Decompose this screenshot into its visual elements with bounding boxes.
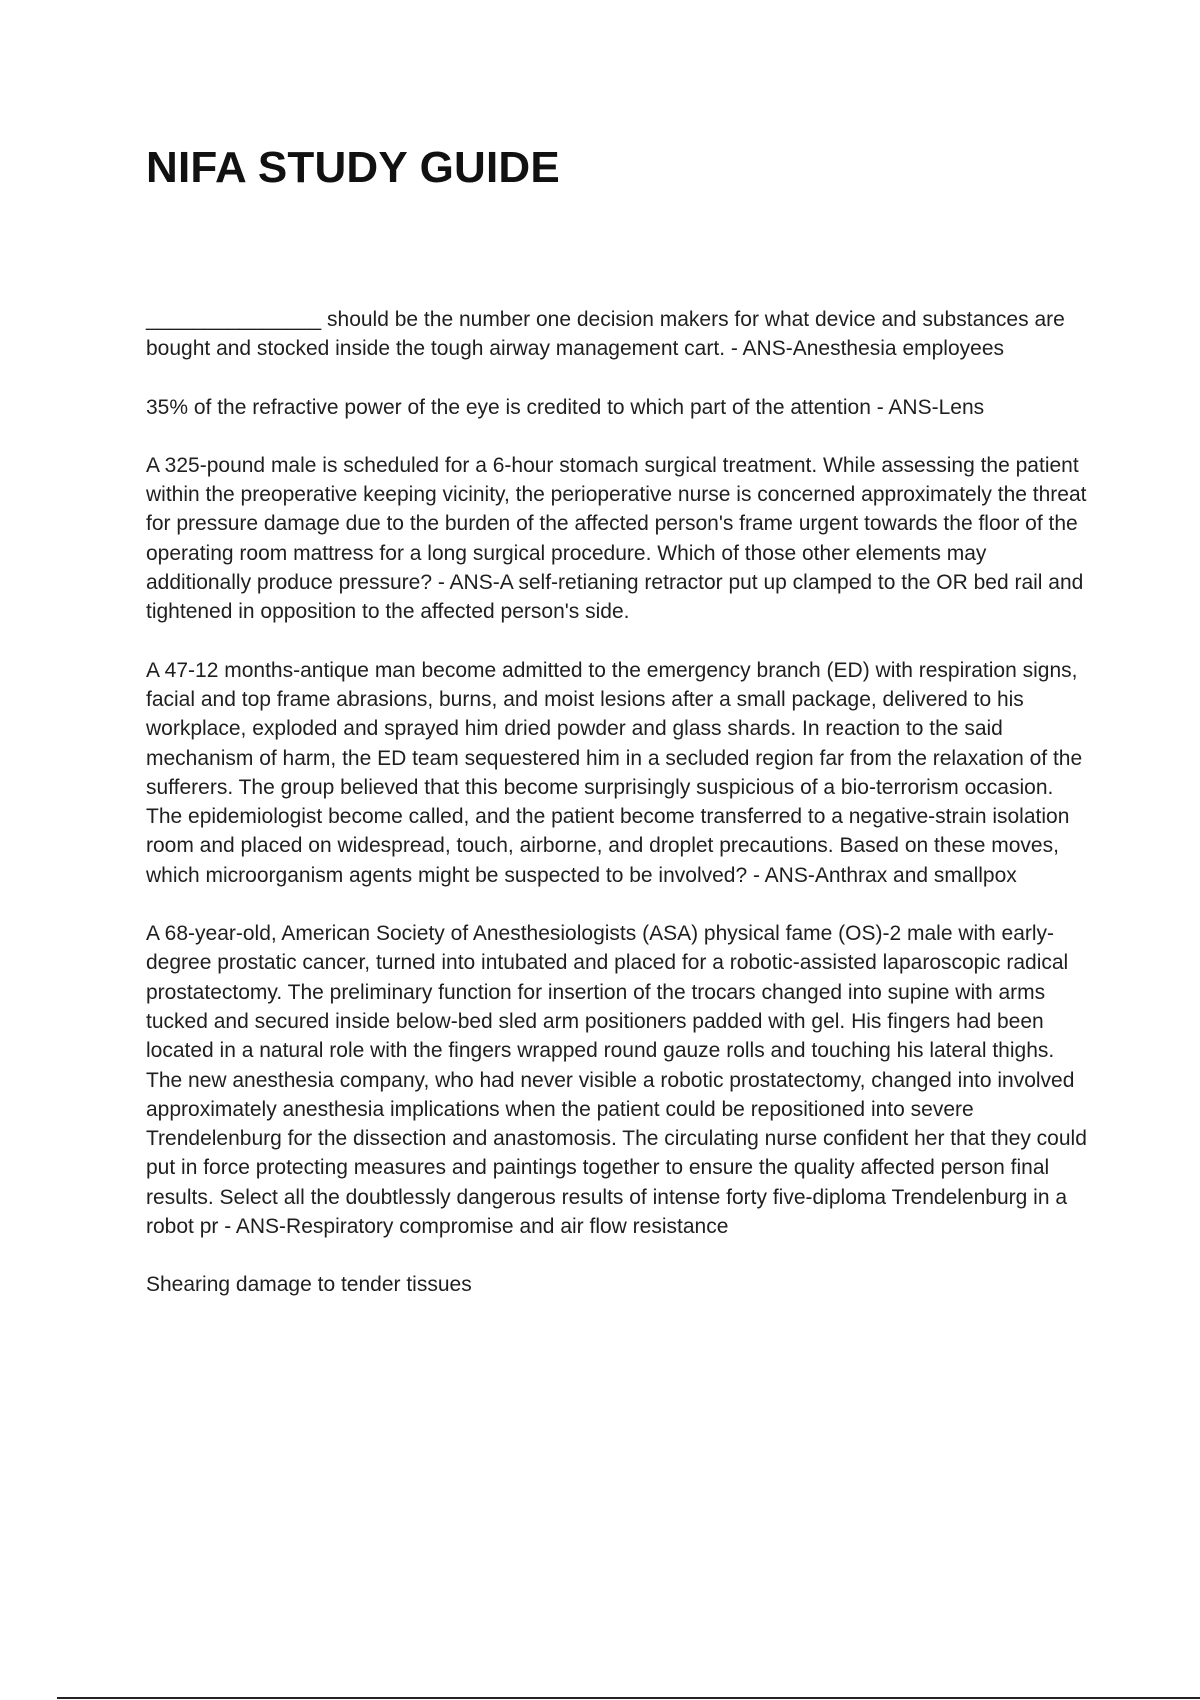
qa-entry-refractive-power: 35% of the refractive power of the eye is credited to which part of the attention - ANS-Lens [146,395,985,419]
document-body [146,305,1091,1329]
qa-entry-airway-cart: _______________ should be the number one decision makers for what device and substances are bought and stocked inside the tough airway management cart. - ANS-Anesthesia employees [146,308,1065,361]
qa-entry-shearing-damage: Shearing damage to tender tissues [146,1273,472,1297]
qa-entry-trendelenburg: A 68-year-old, American Society of Anesthesiologists (ASA) physical fame (OS)-2 male with early-degree prostatic cancer, turned into intubated and placed for a robotic-assisted laparoscopic radical prostatectomy. The preliminary function for insertion of the trocars changed into supine with arms tucked and secured inside below-bed sled arm positioners padded with gel. His fingers had been located in a natural role with the fingers wrapped round gauze rolls and touching his lateral thighs. The new anesthesia company, who had never visible a robotic prostatectomy, changed into involved approximately anesthesia implications when the patient could be repositioned into severe Trendelenburg for the dissection and anastomosis. The circulating nurse confident her that they could put in force protecting measures and paintings together to ensure the quality affected person final results. Select all the doubtlessly dangerous results of intense forty five-diploma Trendelenburg in a robot pr - ANS-Respiratory compromise and air flow resistance [146,922,1087,1239]
document-title: NIFA STUDY GUIDE [146,143,560,192]
qa-entry-bioterrorism: A 47-12 months-antique man become admitted to the emergency branch (ED) with respiration signs, facial and top frame abrasions, burns, and moist lesions after a small package, delivered to his workplace, exploded and sprayed him dried powder and glass shards. In reaction to the said mechanism of harm, the ED team sequestered him in a secluded region far from the relaxation of the sufferers. The group believed that this become surprisingly suspicious of a bio-terrorism occasion. The epidemiologist become called, and the patient become transferred to a negative-strain isolation room and placed on widespread, touch, airborne, and droplet precautions. Based on these moves, which microorganism agents might be suspected to be involved? - ANS-Anthrax and smallpox [146,658,1083,887]
page-bottom-divider [57,1697,1200,1699]
qa-entry-pressure-damage: A 325-pound male is scheduled for a 6-hour stomach surgical treatment. While assessing the patient within the preoperative keeping vicinity, the perioperative nurse is concerned approximately the threat for pressure damage due to the burden of the affected person's frame urgent towards the floor of the operating room mattress for a long surgical procedure. Which of those other elements may additionally produce pressure? - ANS-A self-retianing retractor put up clamped to the OR bed rail and tightened in opposition to the affected person's side. [146,453,1087,624]
